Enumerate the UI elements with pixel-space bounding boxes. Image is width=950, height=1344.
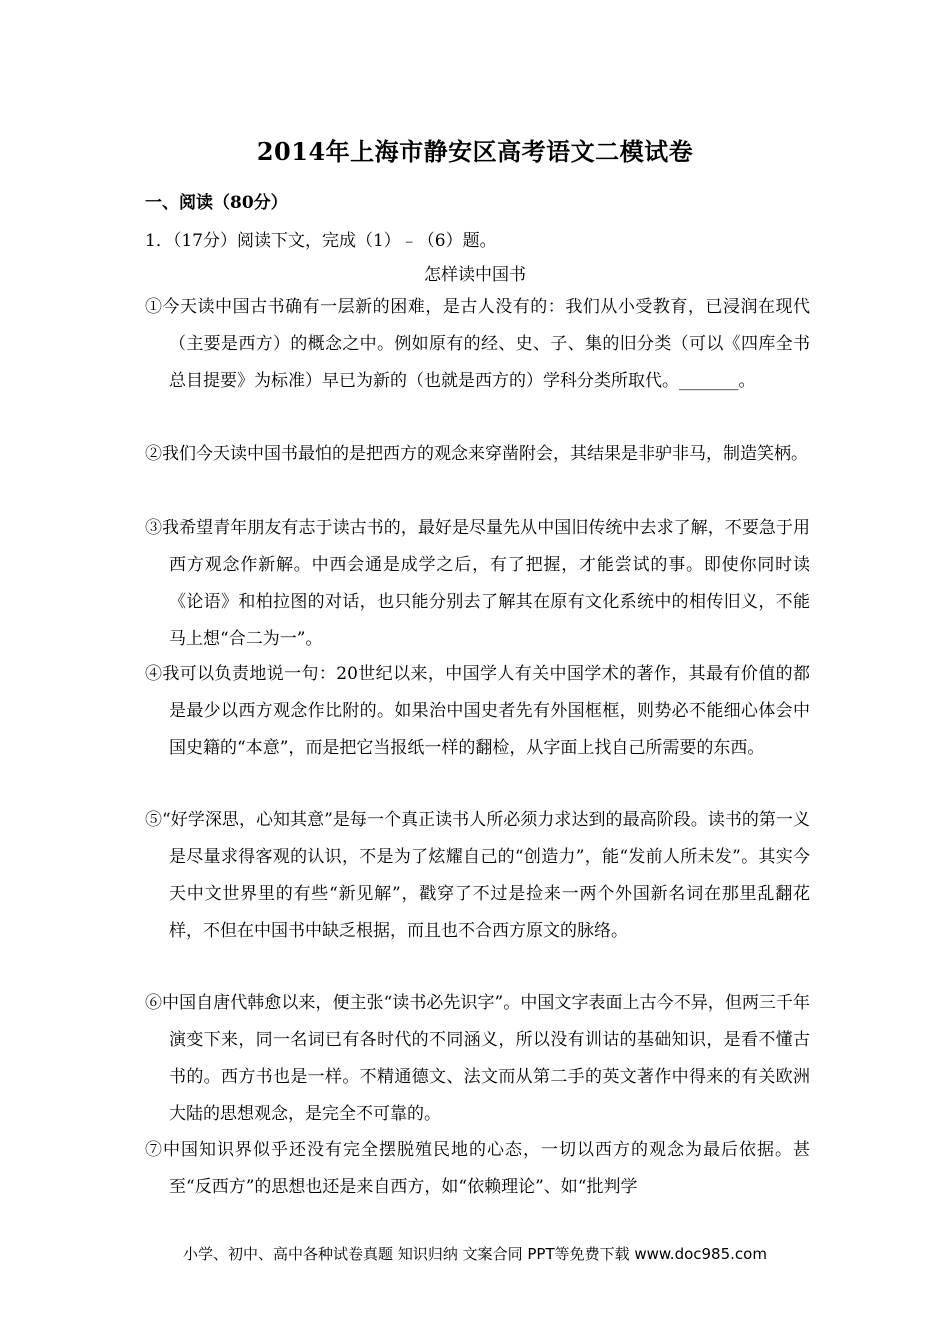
footer-link-text[interactable]: 小学、初中、高中各种试卷真题 知识归纳 文案合同 PPT等免费下载 www.doc985.com <box>183 1245 767 1263</box>
paragraph-2: ②我们今天读中国书最怕的是把西方的观念来穿凿附会，其结果是非驴非马，制造笑柄。 <box>145 444 808 464</box>
paragraph-5: ⑤“好学深思，心知其意”是每一个真正读书人所必须力求达到的最高阶段。读书的第一义是尽量求得客观的认识，不是为了炫耀自己的“创造力”，能“发前人所未发”。其实今天中文世界里的有些“新见解”，戳穿了不过是捡来一两个外国新名词在那里乱翻花样，不但在中国书中缺乏根据，而且也不合西方原文的脉络。 <box>145 810 810 941</box>
paragraph-1: ①今天读中国古书确有一层新的困难，是古人没有的：我们从小受教育，已浸润在现代（主要是西方）的概念之中。例如原有的经、史、子、集的旧分类（可以《四库全书总目提要》为标准）早已为新的（也就是西方的）学科分类所取代。_______。 <box>145 297 810 391</box>
paragraph-7: ⑦中国知识界似乎还没有完全摆脱殖民地的心态，一切以西方的观念为最后依据。甚至“反西方”的思想也还是来自西方，如“依赖理论”、如“批判学 <box>145 1140 810 1197</box>
paragraph-4: ④我可以负责地说一句：20世纪以来，中国学人有关中国学术的著作，其最有价值的都是最少以西方观念作比附的。如果治中国史者先有外国框框，则势必不能细心体会中国史籍的“本意”，而是把它当报纸一样的翻检，从字面上找自己所需要的东西。 <box>145 664 810 758</box>
section-heading: 一、阅读（80分） <box>145 193 288 213</box>
exam-title: 2014年上海市静安区高考语文二模试卷 <box>256 137 694 166</box>
question-prompt: 1．（17分）阅读下文，完成（1）﹣（6）题。 <box>145 231 497 251</box>
paragraph-3: ③我希望青年朋友有志于读古书的，最好是尽量先从中国旧传统中去求了解，不要急于用西方观念作新解。中西会通是成学之后，有了把握，才能尝试的事。即使你同时读《论语》和柏拉图的对话，也只能分别去了解其在原有文化系统中的相传旧义，不能马上想“合二为一”。 <box>145 518 810 649</box>
article-title: 怎样读中国书 <box>424 265 526 285</box>
paragraph-6: ⑥中国自唐代韩愈以来，便主张“读书必先识字”。中国文字表面上古今不异，但两三千年演变下来，同一名词已有各时代的不同涵义，所以没有训诂的基础知识，是看不懂古书的。西方书也是一样。不精通德文、法文而从第二手的英文著作中得来的有关欧洲大陆的思想观念，是完全不可靠的。 <box>145 993 810 1124</box>
